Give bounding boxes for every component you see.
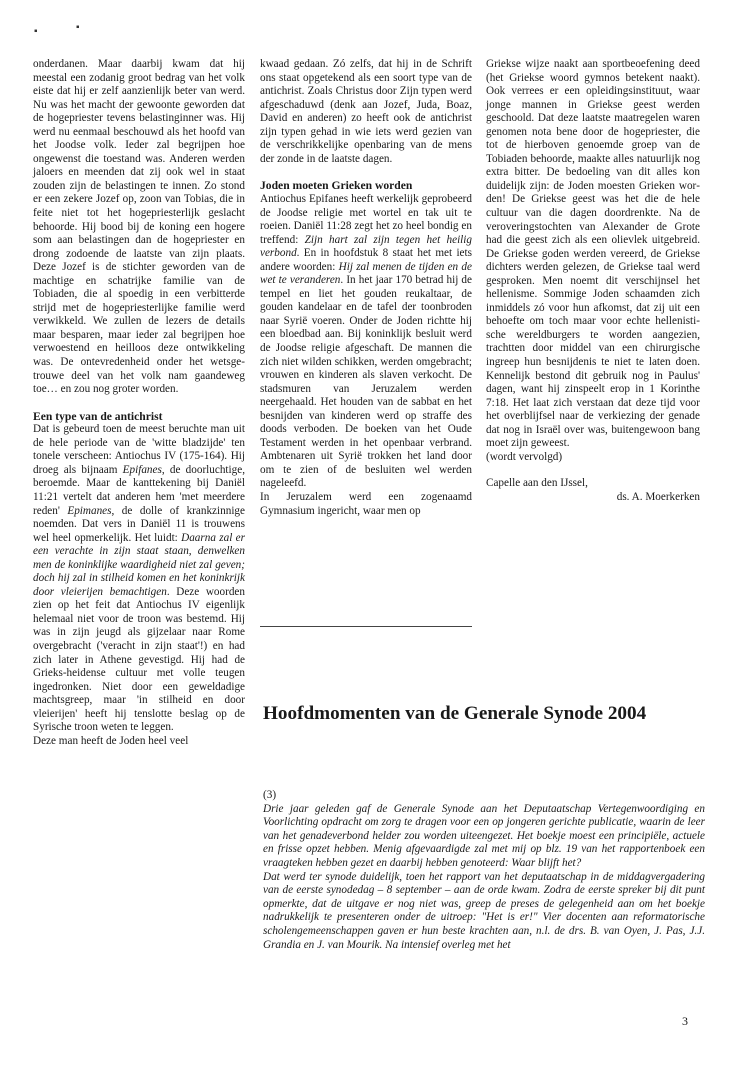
column-rule (260, 626, 472, 627)
paragraph: Dat werd ter synode duidelijk, toen het rapport van het deputaatschap in de middagvergadering van de eerste synodedag – 8 september – aan de orde kwam. Zodra de eerste spreker bij dit punt opmerkte, dat de uitgave er nog niet was, greep de preses de gelegenheid aan om het boekje nadrukkelijk te presenteren onder de uitroep: "Het is er!" Vier docenten aan reformatorische scholengemeenschappen gaven er hun beste krachten aan, n.l. de drs. B. van Oyen, J. Pas, J.J. Grandia en J. van Mourik. Na intensief overleg met het (263, 870, 705, 951)
italic-text: Epimanes (67, 504, 112, 517)
column-2 (260, 58, 472, 518)
page-number: 3 (682, 1014, 688, 1028)
article-number: (3) (263, 789, 277, 801)
scripture-quote: Hij zal menen de tijden en de wet te veranderen (260, 260, 472, 287)
paragraph: kwaad gedaan. Zó zelfs, dat hij in de Schrift ons staat opgetekend als een soort type van de antichrist. Zoals Christus door Zijn typen werd afgeschaduwd (denk aan Jozef, Juda, Boaz, David en anderen) zo heeft ook de antichrist zijn typen gehad in wie iets werd gezien van de verschrikkelijke openbaring van de mens der zonde in de laatste dagen. (260, 58, 472, 165)
paragraph: In Jeruzalem werd een zogenaamd Gymnasium ingericht, waar men op (260, 491, 472, 517)
section-heading: Joden moeten Grieken worden (260, 179, 413, 193)
paragraph: Dat is gebeurd toen de meest beruchte man uit de hele periode van de 'witte bladzijde' ten tonele verscheen: Antiochus IV (175-164). Hij droeg als bijnaam Epifanes, de doorluchtige, beroemde. Maar de kanttekening bij Daniël 11:21 vertelt dat anderen hem 'met meerdere reden' Epimanes, de dolle of krankzinnige noemden. Dat vers in Daniël 11 is trouwens wel heel opmerkelijk. Het luidt: Daarna zal er een verachte in zijn staat staan, denwelken men de koninklijke waardigheid niet zal geven; doch hij zal in stilheid komen en het koninkrijk door vleierijen bemachtigen. Deze woorden zien op het feit dat Antiochus IV eigenlijk helemaal niet voor de troon was bestemd. Hij was in zijn jeugd als gijzelaar naar Rome overgebracht ('veracht in zijn staat'!) en had zich later in Athene gevestigd. Hij had de Grieks-heidense cultuur met volle teugen ingedronken. Niet door een geweldadige machtsgreep, maar 'in stilheid en door vleierijen' heeft hij tenslotte beslag op de Syrische troon weten te leggen. (33, 423, 246, 734)
paragraph: Antiochus Epifanes heeft werkelijk geprobeerd de Joodse religie met wortel en tak uit te roeien. Daniël 11:28 zegt het zo heel bondig en treffend: Zijn hart zal zijn tegen het heilig verbond. En in hoofdstuk 8 staat het met iets andere woorden: Hij zal menen de tijden en de wet te veranderen. In het jaar 170 betrad hij de tempel en liet het gouden reukaltaar, de gouden kandelaar en de tafel der toonbroden naar Syrië voeren. Onder de Joden richtte hij een bloedbad aan. Bij koninklijk besluit werd de Joodse religie afgeschaft. De mannen die zich niet wilden schikken, werden omgebracht; vrouwen en kinderen als slaven verkocht. De stadsmuren van Jeruzalem werden neergehaald. Het houden van de sabbat en het besnijden van kinderen werd op straffe des doods verboden. De boeken van het Oude Testament werden in het openbaar verbrand. Ambtenaren uit Syrië trokken het land door om te zien of de besluiten wel werden nageleefd. (260, 192, 472, 490)
corner-mark: ▪ (34, 26, 38, 37)
corner-mark: ▪ (76, 22, 80, 33)
continuation-note: (wordt vervolgd) (486, 450, 563, 463)
paragraph: Deze man heeft de Joden heel veel (33, 734, 189, 747)
author-name: ds. A. Moerkerken (616, 490, 700, 503)
paragraph: Drie jaar geleden gaf de Generale Synode aan het Deputaatschap Vertegenwoordiging en Voorlichting opdracht om zorg te dragen voor een op jongeren gerichte publicatie, waarin de leer van het genadeverbond helder zou worden uiteengezet. Het boekje moest een principiële, actuele en frisse opzet hebben. Menig afgevaardigde zal met mij op blz. 19 van het rapportenboek een vraagteken hebben gezet en daarbij hebben genoteerd: Waar blijft het? (263, 802, 705, 869)
paragraph: onderdanen. Maar daarbij kwam dat hij meestal een zodanig groot bedrag van het volk eiste dat hij er zelf aanzienlijk beter van werd. Nu was het macht der gewoonte geworden dat de hogepriester tevens belastinginner was. Hij werd nu eenmaal beschouwd als het hoofd van het Joodse volk. Ieder zal begrijpen hoe ongewenst die toestand was. Anderen werden jaloers en meenden dat zij ook wel in staat zouden zijn de belastingen te innen. Zo stond er een zekere Jozef op, zoon van Tobias, die in feite niet tot het hogepriesterlijk geslacht behoorde. Hij bood bij de koning een hogere som aan belastingen dan de hogepriester en drong zodoende de laatste van zijn plaats. Deze Jozef is de stichter geworden van de machtige en schatrijke familie van de Tobiaden, die al spoedig in een verbitterde strijd met de hogepriesterlijke familie werd verwikkeld. We zullen de lezers de details maar besparen, maar ieder zal begrijpen hoe verwoestend en heilloos deze ontwikkeling was. De ontevredenheid onder het wetsgetrouwe deel van het volk nam gaandeweg toe… en zou nog groter worden. (33, 58, 245, 396)
synode-article (263, 789, 705, 952)
section-heading: Een type van de antichrist (33, 409, 163, 423)
author-place: Capelle aan den IJssel, (486, 477, 588, 490)
scripture-quote: Daarna zal er een verachte in zijn staat staan, denwelken men de koninklijke waardigheid niet zal geven; doch hij zal in stilheid komen en het koninkrijk door vleierijen bemachtigen (33, 531, 245, 598)
article-headline: Hoofdmomenten van de Generale Synode 2004 (263, 702, 647, 724)
paragraph: Griekse wijze naakt aan sportbeoefening deed (het Griekse woord gymnos betekent naakt). Ook verrees er een opleidingsinstituut, waar jonge mannen in Griekse geest werden geschoold. Dat deze laatste maatregelen waren genomen nota bene door de hogepriester, die tot de hierboven genoemde groep van de Tobiaden behoorde, maakte alles natuurlijk nog extra bitter. De bedoeling van dit alles kon duidelijk zijn: de Joden moesten Grieken worden! De Griekse geest was het die de hele cultuur van die dagen doordrenkte. Na de veroveringstochten van Alexander de Grote had die geest zich als een olievlek uitgebreid. De Griekse goden werden vereerd, de Griekse dichters werden gelezen, de Griekse taal werd gesproken. Men noemt dit verschijnsel het hellenisme. Sommige Joden schaamden zich inmiddels zó voor hun afkomst, dat zij uit een behoefte om toch maar voor echte hellenistische wereldburgers te worden aangezien, trachtten door middel van een chirurgische ingreep hun besnijdenis te niet te laten doen. Kennelijk bestond dit gebruik nog in Paulus' dagen, want hij zinspeelt erop in 1 Korinthe 7:18. Het laat zich verstaan dat deze tijd voor het overblijfsel naar de verkiezing der genade dat nog in Israël over was, buitengewoon bang moet zijn geweest. (486, 58, 700, 450)
scripture-quote: Zijn hart zal zijn tegen het heilig verbond (260, 233, 472, 260)
column-3 (486, 58, 700, 505)
italic-text: Epifanes (122, 463, 162, 476)
column-1 (33, 58, 245, 748)
